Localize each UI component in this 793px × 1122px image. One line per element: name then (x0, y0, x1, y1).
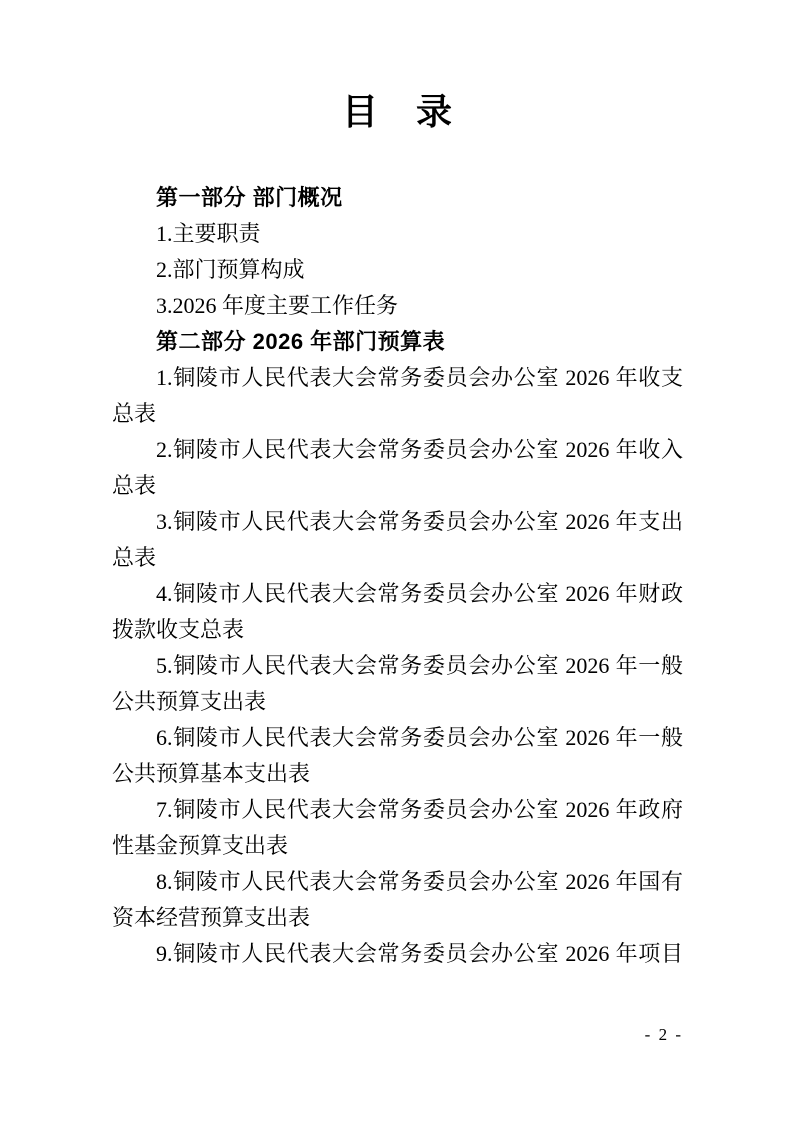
page-content (112, 0, 683, 972)
toc-item-part2-4: 4.铜陵市人民代表大会常务委员会办公室 2026 年财政拨款收支总表 (112, 581, 683, 642)
toc-item-part1-2: 2.部门预算构成 (156, 257, 305, 282)
page-title: 目 录 (341, 91, 453, 132)
section-heading-part2: 第二部分 2026 年部门预算表 (156, 329, 446, 354)
toc-body (112, 180, 683, 972)
toc-item-part2-5: 5.铜陵市人民代表大会常务委员会办公室 2026 年一般公共预算支出表 (112, 653, 683, 714)
page-number: - 2 - (644, 1025, 683, 1044)
toc-item-part2-1: 1.铜陵市人民代表大会常务委员会办公室 2026 年收支总表 (112, 365, 683, 426)
toc-item-part2-7: 7.铜陵市人民代表大会常务委员会办公室 2026 年政府性基金预算支出表 (112, 797, 683, 858)
toc-item-part2-6: 6.铜陵市人民代表大会常务委员会办公室 2026 年一般公共预算基本支出表 (112, 725, 683, 786)
toc-item-part2-9: 9.铜陵市人民代表大会常务委员会办公室 2026 年项目 (156, 941, 683, 966)
toc-item-part1-3: 3.2026 年度主要工作任务 (156, 293, 399, 318)
section-heading-part1: 第一部分 部门概况 (156, 185, 343, 210)
toc-item-part2-8: 8.铜陵市人民代表大会常务委员会办公室 2026 年国有资本经营预算支出表 (112, 869, 683, 930)
toc-item-part2-3: 3.铜陵市人民代表大会常务委员会办公室 2026 年支出总表 (112, 509, 683, 570)
toc-item-part2-2: 2.铜陵市人民代表大会常务委员会办公室 2026 年收入总表 (112, 437, 683, 498)
toc-item-part1-1: 1.主要职责 (156, 221, 261, 246)
